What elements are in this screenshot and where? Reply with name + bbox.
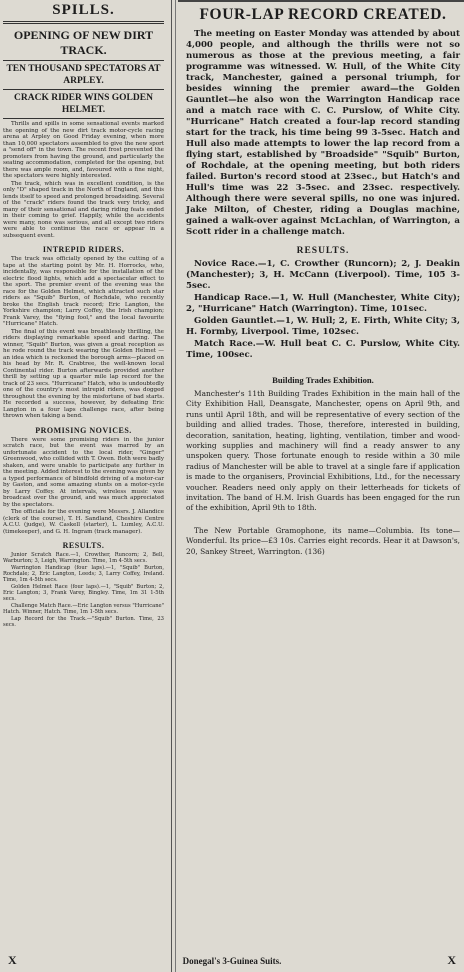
result-item: Golden Helmet Race (four laps).—1, "Squib" Burton; 2, Eric Langton; 3, Frank Varey, Bingley. Time, 1m 31 1-5th secs. [3,584,164,602]
result-item: Warrington Handicap (four laps).—1, "Squib" Burton, Rochdale; 2, Eric Langton, Leeds; 3, Larry Coffey, Ireland. Time, 1m 4-5th secs. [3,565,164,583]
article-body [3,256,164,420]
article-body [3,437,164,536]
paragraph: There were some promising riders in the junior scratch race, but the event was marred by an unfortunate accident to the local rider, "Ginger" Greenwood, who collided with T. Owen. Both were badly shaken, and were unable to participate any further in the meeting. Added interest to the evening was given by a typed performance of blindfold driving of a motor-car by Gaston, and some amazing stunts on a motor-cycle by Larry Coffey. At intervals, wireless music was broadcast over the ground, and was much appreciated by the spectators. [3,436,164,508]
results-list [3,552,164,628]
result-item: Novice Race.—1, C. Crowther (Runcorn); 2, J. Deakin (Manchester); 3, H. McCann (Liverpool). Time, 105 3-5sec. [186,259,460,291]
divider [3,89,164,90]
paragraph: The officials for the evening were Messrs. J. Allandice (clerk of the course), T. H. Sandland, Cheshire Centre A.C.U. (judge), W. Caskell (starter), L. Lumley, A.C.U. (timekeeper), and G. H. Ingram (track manager). [3,509,164,535]
section-label: SPILLS. [52,2,115,18]
advert-text: Donegal's 3-Guinea Suits. [182,955,282,966]
result-item: Golden Gauntlet.—1, W. Hull; 2, E. Firth, White City; 3, H. Formby, Liverpool. Time, 102sec. [186,316,460,337]
divider [3,118,164,119]
results-heading: RESULTS. [296,246,350,256]
result-item: Lap Record for the Track.—"Squib" Burton. Time, 23 secs. [3,616,164,628]
result-item: Junior Scratch Race.—1, Crowther, Runcorn; 2, Bell, Warburton; 3, Leigh, Warrington. Time, 1m 4-5th secs. [3,552,164,564]
column-divider [171,0,172,972]
building-heading: Building Trades Exhibition. [272,375,374,385]
result-item: Challenge Match Race.—Eric Langton versus "Hurricane" Hatch. Winner, Hatch. Time, 1m 1-5th secs. [3,603,164,615]
cross-mark-left: X [8,953,17,967]
paragraph: Thrills and spills in some sensational events marked the opening of the new dirt track motor-cycle racing arena at Arpley on Good Friday evening, when more than 10,000 spectators assembled to give the new sport a "send off" in the town. The recent frost prevented the promoters from having the ground, and particularly the seating accommodation, completed for the opening, but there was ample room, and, favoured with a fine night, the spectators were highly interested. [3,121,164,179]
cross-mark-right: X [447,953,456,967]
paragraph: Manchester's 11th Building Trades Exhibition in the main hall of the City Exhibition Hall, Deansgate, Manchester, opens on April 9th, and runs until April 18th, and will be representative of every section of the building and allied trades. Those, therefore, interested in building, decoration, sanitation, heating, lighting, ventilation, timber and wood-working supplies and machinery will find a ready answer to any unspoken query. Those fortunate enough to reside within a 30 mile radius of Manchester will be able to travel at a single fare if application is made to the organisers, Provincial Exhibitions, Ltd., for the necessary voucher. Readers need only apply on their letterheads for tickets of invitation. The band of H.M. Irish Guards has been engaged for the run of the exhibition, April 9th to 18th. [186,389,460,513]
paragraph: The final of this event was breathlessly thrilling, the riders displaying remarkable speed and daring. The winner, "Squib" Burton, was given a great reception as he rode round the track wearing the Golden Helmet — an idea which is reckoned the borough arms—placed on his head by Mr. R. Crabtree, the well-known local Continental rider. Burton afterwards provided another thrill by setting up a quarter mile lap record for the track of 23 secs. "Hurricane" Hatch, who is undoubtedly one of the country's most intrepid riders, was dogged throughout the evening by the misfortune of bad starts. He recorded a success, however, by defeating Eric Langton in a four laps challenge race, after being thrown when taking a bend. [3,328,164,419]
paragraph: The meeting on Easter Monday was attended by about 4,000 people, and although the thrills were not so numerous as those at the previous meeting, a fair programme was witnessed. W. Hull, of the White City track, Manchester, gained a personal triumph, for besides winning the premier award—the Golden Gauntlet—he also won the Warrington Handicap race and a match race with C. C. Purslow, of White City. "Hurricane" Hatch created a four-lap record standing start for the track, his time being 99 3-5sec. Hatch and Hull also made attempts to lower the lap record from a flying start, established by "Broadside" "Squib" Burton, of Rochdale, at the opening meeting, but both riders failed. Burton's record stood at 23sec., but Hatch's and Hull's time was 22 3-5sec. and 23sec. respectively. Although there were several spills, no one was injured. Jake Milton, of Chester, riding a Douglas machine, gained a walk-over against McLachlan, of Warrington, a Scott rider in a challenge match. [186,29,460,237]
divider [3,60,164,61]
left-column [0,0,168,972]
article-subhead: TEN THOUSAND SPECTATORS AT ARPLEY. [6,64,161,86]
article-headline: OPENING OF NEW DIRT TRACK. [13,28,154,57]
result-item: Handicap Race.—1, W. Hull (Manchester, White City); 2, "Hurricane" Hatch (Warrington). Time, 101sec. [186,293,460,314]
article-body [3,121,164,239]
article-body [186,389,460,514]
gramophone-notice [186,526,460,557]
subheading: INTREPID RIDERS. [42,245,125,254]
paragraph: The track, which was in excellent condition, is the only "D" shaped track in the North of England, and this lends itself to speed and prolonged broadsiding. Several of the "crack" riders found the track very tricky, and many of their sensational and daring riding feats ended in their coming to grief. Happily, while the accidents were many, none was serious, and all except two riders were able to continue the race or appear in a subsequent event. [3,180,164,239]
paragraph [186,526,460,557]
paragraph: The track was officially opened by the cutting of a tape at the starting point by Mr. H. Horrocks, who, incidentally, was responsible for the installation of the electric flood lights, which add a spectacular effect to the sport. The premier event of the evening was the race for the Golden Helmet, which attracted such star riders as "Squib" Burton, of Rochdale, who recently broke the English track record; Eric Langton, the Yorkshire champion; Larry Coffey, the Irish champion; Frank Varey, the "flying fool," and the local favourite "Hurricane" Hatch. [3,256,164,327]
result-item: Match Race.—W. Hull beat C. C. Purslow, White City. Time, 100sec. [186,339,460,360]
article-kicker: CRACK RIDER WINS GOLDEN HELMET. [14,93,153,115]
article-body [186,29,460,238]
article-headline: FOUR-LAP RECORD CREATED. [199,6,447,23]
gramophone-code: (136) [304,546,325,556]
gramophone-text: The New Portable Gramophone, its name—Columbia. Its tone—Wonderful. Its price—£3 10s. Carries eight records. Hear it at Dawson's, 20, Sankey Street, Warrington. [186,525,460,556]
subheading: PROMISING NOVICES. [35,425,132,435]
results-heading: RESULTS. [62,541,105,550]
footer-advert [0,953,464,968]
results-list [186,259,460,361]
divider [3,21,164,24]
right-column [178,0,464,972]
column-divider-inner [175,0,176,972]
